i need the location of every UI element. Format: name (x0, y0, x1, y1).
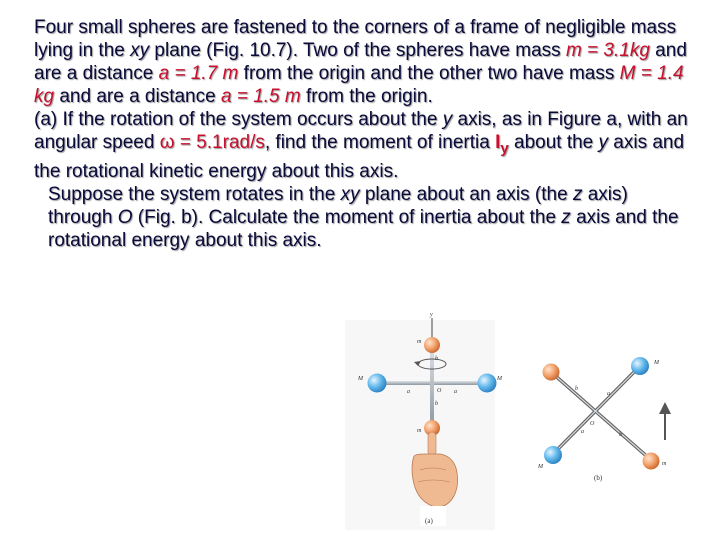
text-segment: xy (340, 183, 360, 205)
moment-symbol: I (495, 132, 501, 153)
sphere-m-lower-right (643, 453, 660, 470)
sphere-M-lower-left (544, 446, 562, 464)
angular-speed-value: ω = 5.1rad/s (159, 132, 265, 153)
moment-subscript: y (500, 139, 509, 157)
label-b-top: b (435, 356, 438, 362)
text-segment: z (572, 183, 583, 205)
label-b-bottom: b (435, 401, 438, 407)
distance-a2-value: a = 1.5 m (220, 86, 301, 107)
text-segment: and are a distance (54, 86, 221, 107)
mass-M-value: M = 1.4 kg (34, 63, 684, 107)
label-a-left: a (407, 389, 410, 395)
text-segment: Suppose the system rotates in the (48, 183, 341, 205)
text-segment: axis, as in Figure a, with an angular speed (34, 109, 688, 153)
text-segment: y (442, 109, 453, 130)
sphere-m-upper-left (543, 364, 560, 381)
figure-a-caption: (a) (425, 517, 433, 525)
figure-a-background (345, 320, 495, 530)
label-a-upper: a (607, 391, 610, 397)
text-segment: axis and the rotational energy about this axis. (48, 206, 679, 251)
text-segment: axis and the rotational kinetic energy about this axis. (34, 132, 685, 182)
text-segment: xy (130, 40, 150, 61)
label-origin: O (437, 388, 442, 394)
label-m-b-bottom: m (662, 461, 667, 467)
vertical-rod (430, 342, 434, 430)
label-M-right: M (497, 376, 502, 382)
arrowhead-b-icon (659, 402, 671, 414)
sphere-m-top (424, 337, 440, 353)
text-segment: z (561, 206, 571, 228)
text-segment: axis) through (48, 183, 628, 228)
sphere-M-upper-right (631, 357, 649, 375)
text-segment: plane about an axis (the (359, 183, 573, 205)
text-segment: Four small spheres are fastened to the corners of a frame of negligible mass lying in the (34, 17, 677, 61)
text-segment: from the origin and the other two have mass (238, 63, 620, 84)
sphere-M-right (478, 374, 497, 393)
y-axis-label: y (430, 312, 433, 318)
label-M-left: M (358, 376, 363, 382)
text-segment: O (117, 206, 133, 228)
figure-b (537, 357, 671, 482)
figure-b-caption: (b) (594, 474, 603, 482)
text-segment: , find the moment of inertia (264, 132, 496, 153)
label-m-top: m (417, 339, 422, 345)
text-segment: (Fig. b). Calculate the moment of inertia about the (132, 206, 562, 228)
label-a-right: a (454, 389, 457, 395)
sphere-M-left (368, 374, 387, 393)
mass-m-value: m = 3.1kg (565, 40, 650, 61)
text-segment: plane (Fig. 10.7). Two of the spheres have mass (149, 40, 566, 61)
text-segment: and are a distance (34, 40, 687, 84)
label-b-upper: b (575, 386, 578, 392)
text-segment: y (598, 132, 609, 153)
distance-a-value: a = 1.7 m (158, 63, 239, 84)
label-a-lower: a (581, 429, 584, 435)
text-segment: (a) If the rotation of the system occurs about the (34, 109, 443, 130)
label-origin-b: O (590, 421, 595, 427)
text-segment: from the origin. (300, 86, 433, 107)
text-segment: about the (508, 132, 599, 153)
label-m-bottom: m (417, 428, 422, 434)
label-b-lower: b (619, 432, 622, 438)
label-M-b-top: M (654, 360, 659, 366)
label-M-b-bottom: M (538, 464, 543, 470)
